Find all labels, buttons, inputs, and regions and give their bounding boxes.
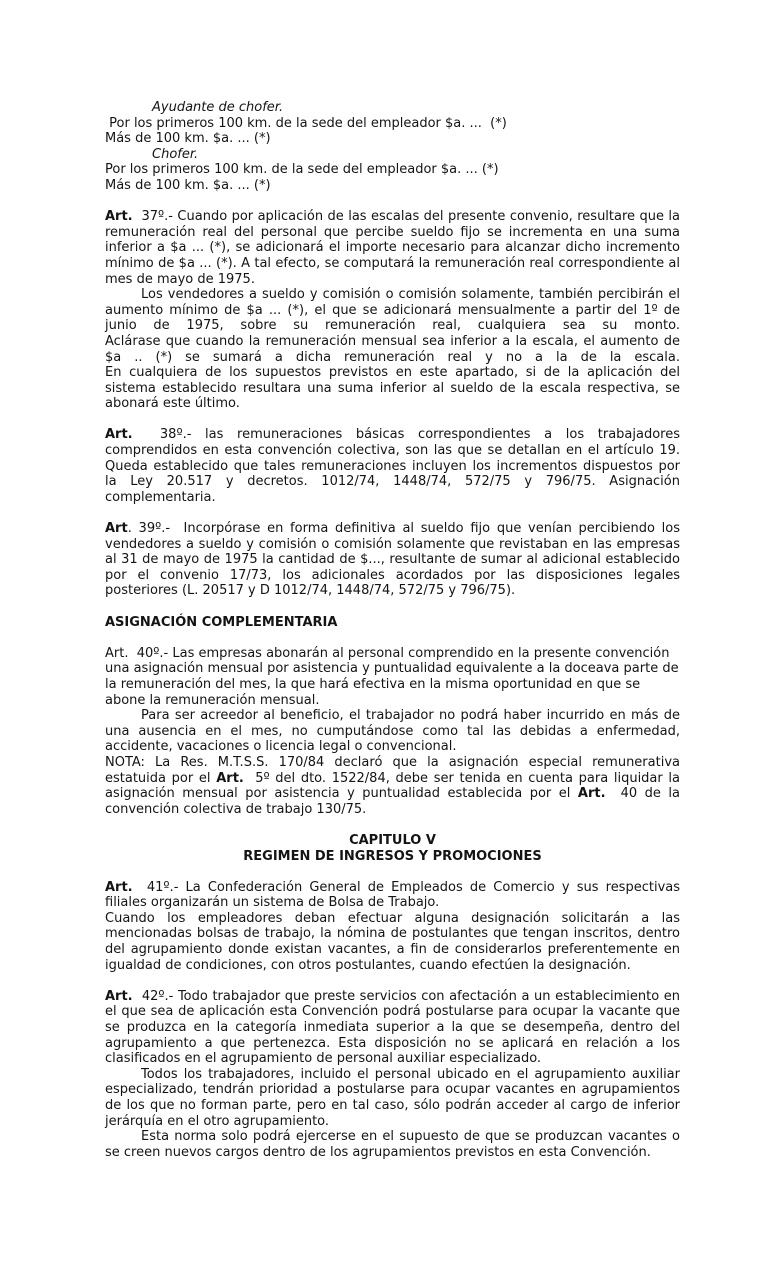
bold-text-run: Art.: [105, 427, 133, 443]
text-run: Todos los trabajadores, incluido el personal ubicado en el agrupamiento auxiliar especializado, tendrán prioridad a postularse para ocupar vacantes en agrupamientos de los que no forman parte, pero en tal caso, sólo podrán acceder al cargo de inferior jerárquía en el otro agrupamiento.: [105, 1066, 685, 1129]
text-run: 40 de la convención colectiva de trabajo 130/75.: [105, 786, 685, 817]
text-run: 38º.- las remuneraciones básicas correspondientes a los trabajadores comprendidos en esta convención colectiva, son las que se detallan en el artículo 19. Queda establecido que tales remuneraciones incluyen los incrementos dispuestos por la Ley 20.517 y decretos. 1012/74, 1448/74, 572/75 y 796/75. Asignación complementaria.: [105, 427, 685, 505]
article-39-paragraph: [105, 521, 685, 599]
text-run: 42º.- Todo trabajador que preste servicios con afectación a un establecimiento en el que sea de aplicación esta Convención podrá postularse para ocupar la vacante que se produzca en la categoría inmediata superior a la que se desempeña, dentro del agrupamiento a que pertenezca. Esta disposición no se aplicará en relación a los clasificados en el agrupamiento de personal auxiliar especializado.: [105, 988, 685, 1067]
article-41-paragraph-2: [105, 910, 685, 973]
article-42-paragraph-1: [105, 988, 685, 1067]
text-run: 5º del dto. 1522/84, debe ser tenida en cuenta para liquidar la asignación mensual por asistencia y puntualidad establecida por el: [105, 770, 685, 802]
article-42-paragraph-3: [105, 1129, 685, 1160]
bold-text-run: REGIMEN DE INGRESOS Y PROMOCIONES: [243, 848, 542, 864]
text-run: Esta norma solo podrá ejercerse en el supuesto de que se produzcan vacantes o se creen nuevos cargos dentro de los agrupamientos previstos en esta Convención.: [105, 1129, 685, 1160]
text-run: En cualquiera de los supuestos previstos en este apartado, si de la aplicación del sistema establecido resultara una suma inferior al sueldo de la escala respectiva, se abonará este último.: [105, 365, 685, 412]
text-run: Art. 40º.- Las empresas abonarán al personal comprendido en la presente convención una asignación mensual por asistencia y puntualidad equivalente a la doceava parte de la remuneración del mes, la que hará efectiva en la misma oportunidad en que se abone la remuneración mensual.: [105, 645, 683, 708]
text-run: Aclárase que cuando la remuneración mensual sea inferior a la escala, el aumento de $a .. (*) se sumará a dicha remuneración real y no a la de la escala.: [105, 333, 685, 365]
text-run: Los vendedores a sueldo y comisión o comisión solamente, también percibirán el aumento mínimo de $a ... (*), el que se adicionará mensualmente a partir del 1º de junio de 1975, sobre su remuneración real, cualquiera sea su monto.: [105, 287, 685, 334]
article-37-paragraph-3: [105, 333, 685, 365]
line-chofer-heading: [105, 147, 680, 163]
bold-text-run: ASIGNACIÓN COMPLEMENTARIA: [105, 614, 338, 630]
bold-text-run: Art.: [105, 879, 133, 895]
article-40-paragraph-2: [105, 708, 685, 755]
text-run: NOTA: La Res. M.T.S.S. 170/84 declaró que la asignación especial remunerativa estatuida por el: [105, 754, 685, 786]
text-run: Más de 100 km. $a. ... (*): [105, 131, 271, 147]
chapter-subheading: [105, 849, 680, 865]
bold-text-run: Art.: [105, 988, 133, 1004]
italic-text-run: Ayudante de chofer.: [152, 100, 284, 115]
article-37-paragraph-2: [105, 287, 685, 334]
chapter-heading: [105, 833, 680, 849]
article-37-paragraph-4: [105, 365, 685, 412]
article-41-paragraph-1: [105, 879, 685, 911]
bold-text-run: Art.: [105, 209, 133, 225]
text-run: Por los primeros 100 km. de la sede del empleador $a. ... (*): [105, 162, 499, 178]
bold-text-run: Art.: [577, 786, 606, 802]
bold-text-run: Art: [105, 521, 128, 537]
line-ayudante-first-100km: [105, 116, 680, 132]
line-chofer-over-100km: [105, 178, 680, 194]
article-40-nota: [105, 754, 685, 817]
section-heading-asignacion-complementaria: [105, 615, 680, 631]
bold-text-run: Art.: [216, 770, 244, 786]
article-37-paragraph-1: [105, 209, 685, 287]
line-ayudante-over-100km: [105, 131, 680, 147]
article-40-paragraph-1: [105, 645, 683, 708]
text-run: . 39º.- Incorpórase en forma definitiva al sueldo fijo que venían percibiendo los vendedores a sueldo y comisión o comisión solamente que revistaban en las empresas al 31 de mayo de 1975 la cantidad de $..., resultante de sumar al adicional establecido por el convenio 17/73, los adicionales acordados por las disposiciones legales posteriores (L. 20517 y D 1012/74, 1448/74, 572/75 y 796/75).: [105, 521, 685, 599]
text-run: Más de 100 km. $a. ... (*): [105, 177, 271, 193]
line-ayudante-heading: [105, 100, 680, 116]
text-run: Para ser acreedor al beneficio, el trabajador no podrá haber incurrido en más de una ausencia en el mes, no cumputándose como tal las debidas a enfermedad, accidente, vacaciones o licencia legal o convencional.: [105, 708, 685, 755]
italic-text-run: Chofer.: [152, 146, 199, 162]
article-38-paragraph: [105, 427, 685, 505]
article-42-paragraph-2: [105, 1066, 685, 1129]
text-run: Cuando los empleadores deban efectuar alguna designación solicitarán a las mencionadas bolsas de trabajo, la nómina de postulantes que tengan inscritos, dentro del agrupamiento donde existan vacantes, a fin de considerarlos preferentemente en igualdad de condiciones, con otros postulantes, cuando efectúen la designación.: [105, 910, 685, 973]
text-run: Por los primeros 100 km. de la sede del empleador $a. ... (*): [105, 115, 507, 131]
line-chofer-first-100km: [105, 162, 680, 178]
text-run: 37º.- Cuando por aplicación de las escalas del presente convenio, resultare que la remuneración real del personal que percibe sueldo fijo se incrementa en una suma inferior a $a ... (*), se adicionará el importe necesario para alcanzar dicho incremento mínimo de $a ... (*). A tal efecto, se computará la remuneración real correspondiente al mes de mayo de 1975.: [105, 209, 685, 287]
text-run: 41º.- La Confederación General de Empleados de Comercio y sus respectivas filiales organizarán un sistema de Bolsa de Trabajo.: [105, 879, 685, 911]
bold-text-run: CAPITULO V: [349, 832, 436, 848]
